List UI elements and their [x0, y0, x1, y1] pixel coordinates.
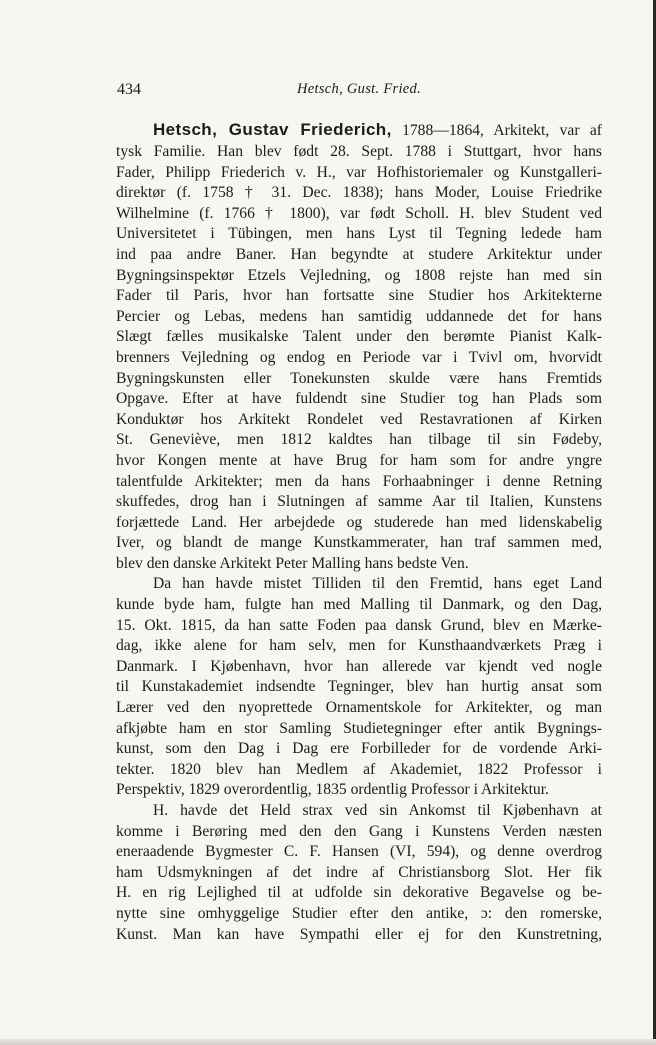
text-line: dag, ikke alene for ham selv, men for Kunsthaandværkets Præg i: [116, 637, 602, 655]
text-line: Fader til Paris, hvor han fortsatte sine Studier hos Arkitekterne: [116, 287, 602, 305]
text-line: nytte sine omhyggelige Studier efter den antike, ɔ: den romerske,: [116, 904, 602, 922]
page-number: 434: [117, 81, 141, 98]
paragraph-1: [116, 142, 602, 574]
text-line: kunst, som den Dag i Dag ere Forbilleder for de vordende Arki-: [116, 740, 602, 758]
text-line: Fader, Philipp Friederich v. H., var Hofhistoriemaler og Kunstgalleri-: [116, 163, 602, 181]
text-line: komme i Berøring med den den Gang i Kunstens Verden næsten: [116, 822, 602, 840]
text-line: tysk Familie. Han blev født 28. Sept. 1788 i Stuttgart, hvor hans: [116, 143, 602, 160]
text-line: Bygningskunsten eller Tonekunsten skulde være hans Fremtids: [116, 369, 602, 387]
entry-heading: Hetsch, Gustav Friederich,: [153, 120, 392, 139]
text-line: ind paa andre Baner. Han begyndte at studere Arkitektur under: [116, 245, 602, 263]
paragraph-2: [116, 574, 602, 801]
text-line: direktør (f. 1758 † 31. Dec. 1838); hans Moder, Louise Friedrike: [116, 184, 602, 202]
text-line: Wilhelmine (f. 1766 † 1800), var født Scholl. H. blev Student ved: [116, 204, 602, 222]
text-line: afkjøbte ham en stor Samling Studietegninger efter antik Bygnings-: [116, 719, 602, 737]
text-line: talentfulde Arkitekter; men da hans Forhaabninger i denne Retning: [116, 472, 602, 490]
text-line: Iver, og blandt de mange Kunstkammerater, han traf sammen med,: [116, 534, 602, 552]
entry-first-line: [116, 117, 602, 142]
body-text: [116, 117, 602, 945]
page-header: [117, 81, 601, 105]
text-line: Opgave. Efter at have fuldendt sine Studier tog han Plads som: [116, 390, 602, 408]
text-line: skuffedes, drog han i Slutningen af samme Aar til Italien, Kunstens: [116, 493, 602, 511]
text-line: Bygningsinspektør Etzels Vejledning, og 1808 rejste han med sin: [116, 266, 602, 284]
text-line: ham Udsmykningen af det indre af Christiansborg Slot. Her fik: [116, 863, 602, 881]
text-line: hvor Kongen mente at have Brug for ham som for andre yngre: [116, 451, 602, 469]
text-line: 15. Okt. 1815, da han satte Foden paa dansk Grund, blev en Mærke-: [116, 616, 602, 634]
text-line: brenners Vejledning og endog en Periode var i Tvivl om, hvorvidt: [116, 348, 602, 366]
text-line: Danmark. I Kjøbenhavn, hvor han allerede var kjendt ved nogle: [116, 657, 602, 675]
text-line: H. en rig Lejlighed til at udfolde sin dekorative Begavelse og be-: [116, 884, 602, 902]
text-line: Slægt fælles musikalske Talent under den berømte Pianist Kalk-: [116, 328, 602, 346]
text-line: H. havde det Held strax ved sin Ankomst til Kjøbenhavn at: [153, 802, 602, 819]
entry-first-line-rest: 1788—1864, Arkitekt, var af: [402, 122, 602, 139]
text-line: Percier og Lebas, medens han samtidig uddannede det for hans: [116, 307, 602, 325]
text-line: Lærer ved den nyoprettede Ornamentskole for Arkitekter, og man: [116, 699, 602, 717]
text-line: til Kunstakademiet indsendte Tegninger, blev han hurtig ansat som: [116, 678, 602, 696]
text-line: Da han havde mistet Tilliden til den Fremtid, hans eget Land: [153, 575, 602, 593]
text-line: Kunst. Man kan have Sympathi eller ej for den Kunstretning,: [116, 925, 602, 943]
scan-edge-bottom: [0, 1039, 656, 1045]
text-line: forjættede Land. Her arbejdede og studerede han med lidenskabelig: [116, 513, 602, 531]
text-line: tekter. 1820 blev han Medlem af Akademiet, 1822 Professor i: [116, 760, 602, 778]
text-line: Perspektiv, 1829 overordentlig, 1835 ordentlig Professor i Arkitektur.: [116, 781, 549, 799]
text-line: blev den danske Arkitekt Peter Malling hans bedste Ven.: [116, 554, 469, 572]
running-title: Hetsch, Gust. Fried.: [297, 81, 421, 97]
text-line: eneraadende Bygmester C. F. Hansen (VI, 594), og denne overdrog: [116, 843, 602, 861]
text-line: Universitetet i Tübingen, men hans Lyst til Tegning ledede ham: [116, 225, 602, 243]
text-line: Konduktør hos Arkitekt Rondelet ved Restavrationen af Kirken: [116, 410, 602, 428]
text-line: kunde byde ham, fulgte han med Malling til Danmark, og den Dag,: [116, 596, 602, 614]
paragraph-3: [116, 801, 602, 945]
text-line: St. Geneviève, men 1812 kaldtes han tilbage til sin Fødeby,: [116, 431, 602, 449]
